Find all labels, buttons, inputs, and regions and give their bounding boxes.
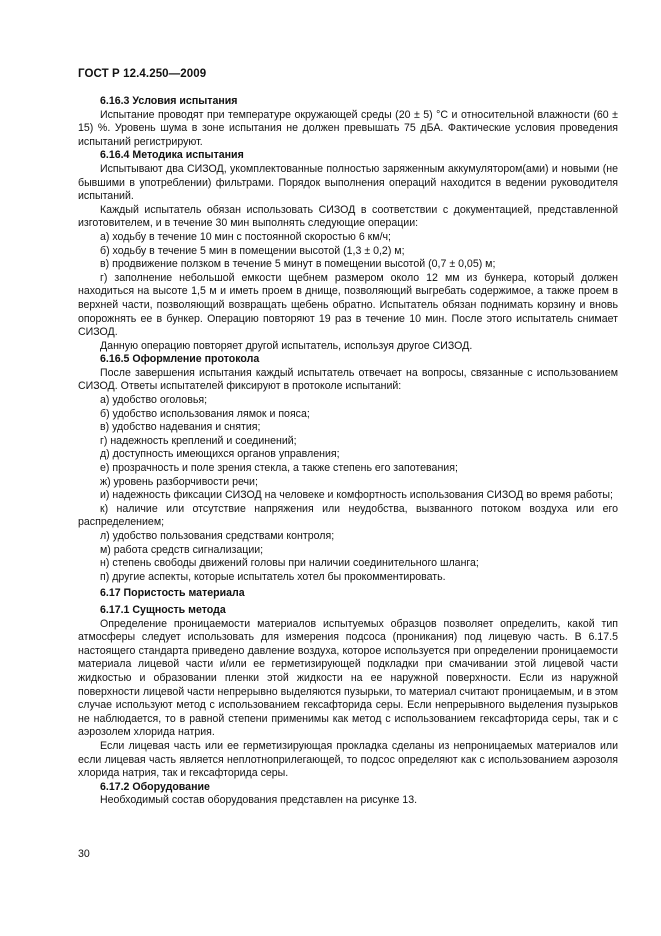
section-heading: 6.17.1 Сущность метода bbox=[100, 603, 226, 616]
list-item: е) прозрачность и поле зрения стекла, а также степень его запотевания; bbox=[100, 462, 458, 475]
list-item: ж) уровень разборчивости речи; bbox=[100, 475, 258, 488]
paragraph: Каждый испытатель обязан использовать СИЗОД в соответствии с документацией, представленной изготовителем, и в течение 30 мин выполнять следующие операции: bbox=[78, 203, 618, 230]
page-number: 30 bbox=[78, 848, 90, 860]
paragraph: Определение проницаемости материалов испытуемых образцов позволяет определить, какой тип атмосферы следует использовать для измерения подсоса (проникания) под лицевую часть. В 6.17.5 настоящего стандарта приведено давление воздуха, которое используется при определении проницаемости материала лицевой части и/или ее герметизирующей подкладки при смачивании этой лицевой части жидкостью и образовании пленки этой жидкости на ее наружной поверхности. Если из наружной поверхности лицевой части непрерывно выделяются пузырьки, то материал считают проницаемым, и в этом случае используют метод с использованием гексафторида серы. Если непрерывного выделения пузырьков не наблюдается, то в равной степени применимы как метод с использованием гексафторида серы, так и с аэрозолем хлорида натрия. bbox=[78, 617, 618, 739]
list-item: б) удобство использования лямок и пояса; bbox=[100, 407, 310, 420]
paragraph: Если лицевая часть или ее герметизирующая прокладка сделаны из непроницаемых материалов или если лицевая часть является неплотноприлегающей, то подсос определяют как с использованием аэрозоля хлорида натрия, так и гексафторида серы. bbox=[78, 739, 618, 780]
paragraph: к) наличие или отсутствие напряжения или неудобства, вызванного потоком воздуха или его распределением; bbox=[78, 502, 618, 529]
list-item: м) работа средств сигнализации; bbox=[100, 543, 264, 556]
list-item: а) ходьбу в течение 10 мин с постоянной скоростью 6 км/ч; bbox=[100, 230, 391, 243]
document-header: ГОСТ Р 12.4.250—2009 bbox=[78, 68, 207, 80]
list-item: п) другие аспекты, которые испытатель хотел бы прокомментировать. bbox=[100, 570, 446, 583]
paragraph: Необходимый состав оборудования представлен на рисунке 13. bbox=[100, 794, 418, 807]
paragraph: После завершения испытания каждый испытатель отвечает на вопросы, связанные с использованием СИЗОД. Ответы испытателей фиксируют в протоколе испытаний: bbox=[78, 366, 618, 393]
paragraph: и) надежность фиксации СИЗОД на человеке и комфортность использования СИЗОД во время работы; bbox=[100, 489, 613, 502]
list-item: г) надежность креплений и соединений; bbox=[100, 434, 297, 447]
list-item: л) удобство пользования средствами контроля; bbox=[100, 530, 335, 542]
section-heading: 6.16.3 Условия испытания bbox=[100, 95, 238, 107]
section-heading: 6.16.4 Методика испытания bbox=[100, 149, 244, 162]
list-item: д) доступность имеющихся органов управления; bbox=[100, 448, 340, 461]
paragraph: Данную операцию повторяет другой испытатель, используя другое СИЗОД. bbox=[100, 339, 473, 352]
document-body bbox=[78, 95, 618, 808]
list-item: б) ходьбу в течение 5 мин в помещении высотой (1,3 ± 0,2) м; bbox=[100, 244, 405, 257]
paragraph: Испытание проводят при температуре окружающей среды (20 ± 5) °С и относительной влажности (60 ± 15) %. Уровень шума в зоне испытания не должен превышать 75 дБА. Фактические условия проведения испытаний регистрируют. bbox=[78, 108, 618, 148]
list-item: а) удобство оголовья; bbox=[100, 394, 208, 407]
section-heading: 6.17 Пористость материала bbox=[100, 587, 245, 600]
list-item: в) продвижение ползком в течение 5 минут в помещении высотой (0,7 ± 0,05) м; bbox=[100, 258, 496, 271]
section-heading: 6.17.2 Оборудование bbox=[100, 780, 210, 793]
paragraph: Испытывают два СИЗОД, укомплектованные полностью заряженным аккумулятором(ами) и новыми (не бывшими в употреблении) фильтрами. Порядок выполнения операций находится в ведении руководителя испытаний. bbox=[78, 162, 618, 203]
paragraph: г) заполнение небольшой емкости щебнем размером около 12 мм из бункера, который должен находиться на высоте 1,5 м и иметь проем в днище, позволяющий выгребать содержимое, а также проем в верхней части, позволяющий возвращать щебень обратно. Испытатель обязан поднимать корзину и вновь опорожнять ее в бункер. Операцию повторяют 19 раз в течение 10 мин. После этого испытатель снимает СИЗОД. bbox=[78, 271, 618, 339]
section-heading: 6.16.5 Оформление протокола bbox=[100, 353, 260, 366]
list-item: в) удобство надевания и снятия; bbox=[100, 421, 261, 434]
list-item: н) степень свободы движений головы при наличии соединительного шланга; bbox=[100, 557, 479, 570]
